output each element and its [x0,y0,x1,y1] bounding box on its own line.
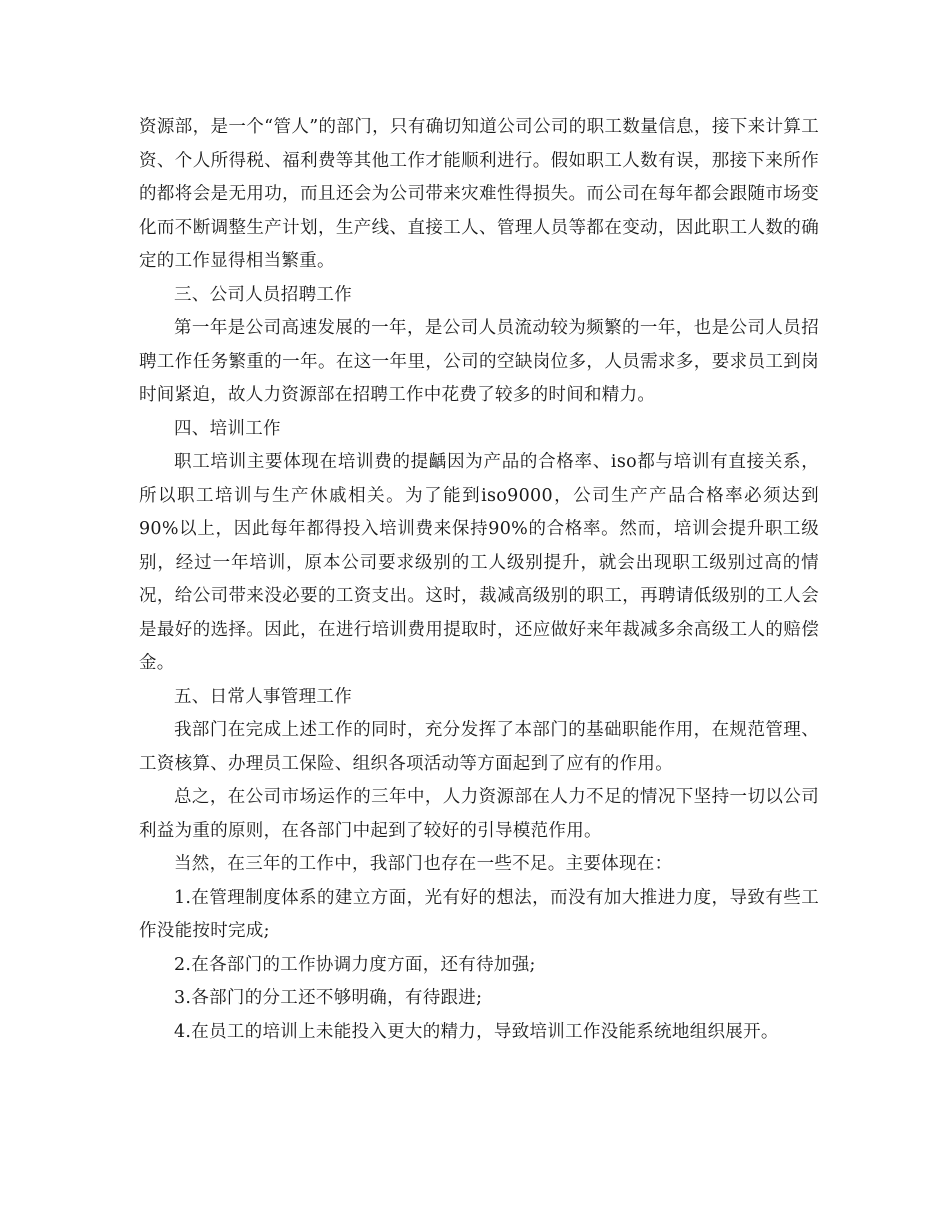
paragraph-training: 职工培训主要体现在培训费的提齲因为产品的合格率、iso都与培训有直接关系，所以职工培训与生产休戚相关。为了能到iso9000，公司生产产品合格率必须达到90%以上，因此每年都得投入培训费来保持90%的合格率。然而，培训会提升职工级别，经过一年培训，原本公司要求级别的工人级别提升，就会出现职工级别过高的情况，给公司带来没必要的工资支出。这时，裁减高级别的职工，再聘请低级别的工人会是最好的选择。因此，在进行培训费用提取时，还应做好来年裁减多余高级工人的赔偿金。 [139,452,819,673]
paragraph-recruitment: 第一年是公司高速发展的一年，是公司人员流动较为频繁的一年，也是公司人员招聘工作任务繁重的一年。在这一年里，公司的空缺岗位多，人员需求多，要求员工到岗时间紧迫，故人力资源部在招聘工作中花费了较多的时间和精力。 [139,318,819,405]
list-item-shortcoming-1: 1.在管理制度体系的建立方面，光有好的想法，而没有加大推进力度，导致有些工作没能按时完成; [139,887,819,941]
section-heading-recruitment: 三、公司人员招聘工作 [174,284,352,305]
document-body [139,111,819,1049]
paragraph-daily-hr: 我部门在完成上述工作的同时，充分发挥了本部门的基础职能作用，在规范管理、工资核算、办理员工保险、组织各项活动等方面起到了应有的作用。 [139,720,819,774]
list-item-shortcoming-2: 2.在各部门的工作协调力度方面，还有待加强; [174,954,536,975]
list-item-shortcoming-4: 4.在员工的培训上未能投入更大的精力，导致培训工作没能系统地组织展开。 [174,1021,779,1042]
section-heading-training: 四、培训工作 [174,418,281,439]
paragraph-staff-count: 资源部，是一个“管人”的部门，只有确切知道公司公司的职工数量信息，接下来计算工资、个人所得税、福利费等其他工作才能顺利进行。假如职工人数有误，那接下来所作的都将会是无用功，而且还会为公司带来灾难性得损失。而公司在每年都会跟随市场变化而不断调整生产计划，生产线、直接工人、管理人员等都在变动，因此职工人数的确定的工作显得相当繁重。 [139,117,819,271]
paragraph-summary: 总之，在公司市场运作的三年中，人力资源部在人力不足的情况下坚持一切以公司利益为重的原则，在各部门中起到了较好的引导模范作用。 [139,787,819,841]
section-heading-daily-hr: 五、日常人事管理工作 [174,686,352,707]
list-item-shortcoming-3: 3.各部门的分工还不够明确，有待跟进; [174,988,483,1008]
paragraph-shortcomings-intro: 当然，在三年的工作中，我部门也存在一些不足。主要体现在： [174,854,673,874]
